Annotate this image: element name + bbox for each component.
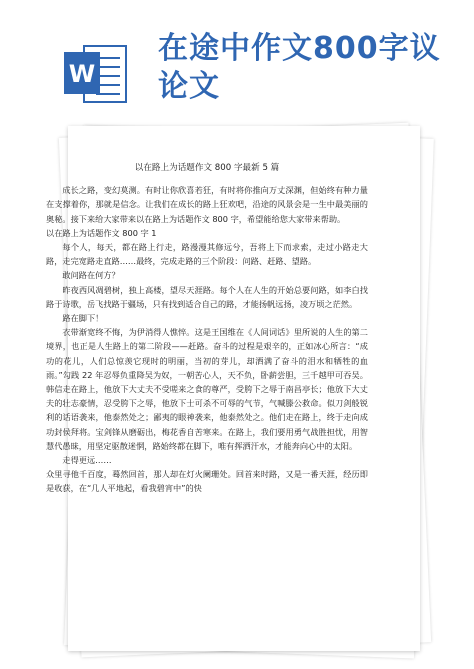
paragraph: 衣带渐宽终不悔，为伊消得人憔悴。这是王国维在《人间词话》里所说的人生的第二境界，也正是人生路上的第二阶段——赶路。奋斗的过程是艰辛的，正如冰心所言：“成功的花儿，人们总惊羡它现时的明丽，当初的芽儿，却洒满了奋斗的泪水和牺牲的血雨。”勾践 22 年忍辱负重降吴为奴，一朝苦心人，天不负，卧薪尝胆，三千越甲可吞吴。韩信走在路上，他放下大丈夫不受嗟来之食的尊严，受胯下之辱于南昌亭长；他放下大丈夫的壮志豪情，忍受胯下之辱，他放下士可杀不可辱的气节，气喊滕公救命。似刀剑般锐利的话语袭来，他泰然处之；鄙夷的眼神袭来，他泰然处之。他们走在路上，终于走向成功封侯拜将。宝剑锋从磨砺出，梅花香自苦寒来。在路上，我们要用勇气战胜担忧，用智慧代愚昧，用坚定驱散迷惘，路始终都在脚下，唯有挥洒汗水，才能奔向心中的太阳。 [46,327,368,451]
paragraph: 成长之路，变幻莫测。有时让你欣喜若狂，有时将你推向万丈深渊，但始终有种力量在支撑着你，那就是信念。让我们在成长的路上狂欢吧，沿途的风景会是一生中最美丽的奥秘。接下来给大家带来以在路上为话题作文 800 字，希望能给您大家带来帮助。 [46,185,368,224]
header-banner [0,0,474,130]
paragraph: 走得更远…… [62,455,112,466]
page-title: 在途中作文800字议论文 [158,31,441,104]
paragraph: 敢问路在何方？ [62,270,120,281]
svg-text:W: W [68,60,96,88]
paragraph: 路在脚下！ [62,313,104,324]
paragraph: 昨夜西风凋碧树，独上高楼，望尽天涯路。每个人在人生的开始总要问路，如李白找路于诗歌，岳飞找路于疆场，只有找到适合自己的路，才能扬帆远扬，凌万顷之茫然。 [46,284,368,309]
paragraph: 每个人，每天，都在路上行走，路漫漫其修远兮，吾将上下而求索，走过小路走大路，走完宽路走直路……最终，完成走路的三个阶段：问路、赶路、望路。 [46,242,368,267]
document-title: 以在路上为话题作文 800 字最新 5 篇 [134,163,280,173]
document-body [46,155,368,645]
paragraph: 以在路上为话题作文 800 字 1 [46,227,157,238]
word-document-icon [62,40,130,106]
paragraph: 众里寻他千百度，蓦然回首，那人却在灯火阑珊处。回首来时路，又是一番天涯，经历即是收获，在“几人平地起，看我碧宵中”的快 [46,469,368,494]
